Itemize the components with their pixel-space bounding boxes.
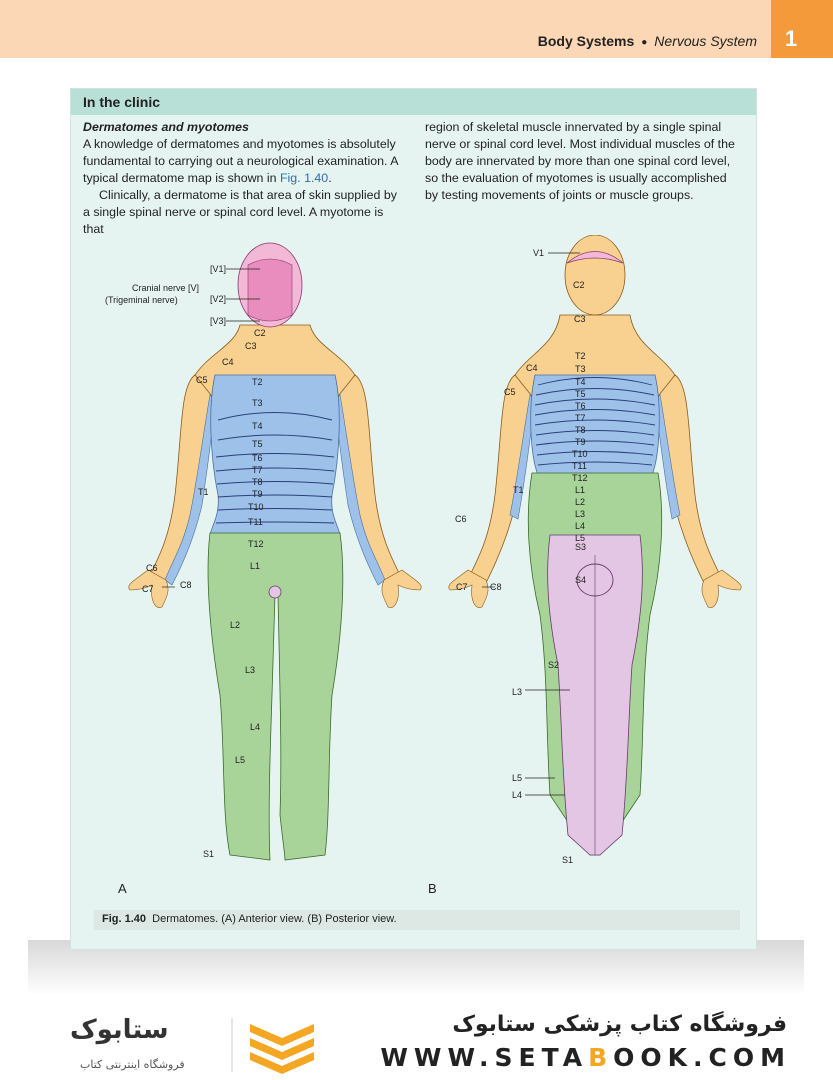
para2-text-left: Clinically, a dermatome is that area of skin supplied by a single spinal nerve or spinal cord level. A myotome is that — [83, 188, 397, 236]
post-label-t1: T1 — [513, 485, 524, 495]
label-c4: C4 — [222, 357, 234, 367]
panel-label-a: A — [118, 881, 127, 896]
label-c5: C5 — [196, 375, 208, 385]
caption-text: Dermatomes. (A) Anterior view. (B) Posterior view. — [152, 913, 397, 925]
post-label-v1: V1 — [533, 248, 545, 258]
post-label-t6: T6 — [575, 401, 586, 411]
setabook-logo — [60, 1010, 330, 1080]
post-label-l5: L5 — [575, 533, 586, 543]
label-c2: C2 — [254, 328, 266, 338]
post-label-c4: C4 — [526, 363, 538, 373]
book-stack-icon — [250, 1024, 314, 1074]
post-label-l5b: L5 — [512, 773, 523, 783]
post-label-t3: T3 — [575, 364, 586, 374]
post-label-s1: S1 — [562, 855, 574, 865]
label-l5: L5 — [235, 755, 246, 765]
anterior-body — [129, 243, 422, 860]
running-head-subsection: Nervous System — [654, 33, 757, 49]
store-url[interactable] — [380, 1043, 791, 1072]
post-label-l4: L4 — [575, 521, 586, 531]
label-l1: L1 — [250, 561, 261, 571]
post-label-c5: C5 — [504, 387, 516, 397]
post-label-t5: T5 — [575, 389, 586, 399]
clinic-paragraph-2-cont: region of skeletal muscle innervated by a single spinal nerve or spinal cord level. Most individual muscles of the body are innervated by more than one spinal cord level, so the evaluation of myotomes is usually accomplished by testing movements of joints or muscle groups. — [425, 120, 735, 202]
trigeminal-label-2: (Trigeminal nerve) — [105, 295, 178, 305]
clinic-title: In the clinic — [83, 94, 161, 110]
running-head-section: Body Systems — [537, 33, 635, 49]
post-label-t2: T2 — [575, 351, 586, 361]
clinic-text-right — [425, 119, 743, 204]
label-v2: [V2] — [210, 294, 227, 304]
clinic-paragraph-2 — [83, 187, 398, 238]
label-c7: C7 — [142, 584, 154, 594]
label-c3: C3 — [245, 341, 257, 351]
label-l4: L4 — [250, 722, 261, 732]
label-t9: T9 — [252, 489, 263, 499]
post-label-t4: T4 — [575, 377, 586, 387]
post-label-t11: T11 — [572, 461, 587, 471]
post-label-l3: L3 — [575, 509, 586, 519]
para1-end: . — [328, 171, 332, 185]
figure-caption-bar — [94, 910, 740, 930]
post-label-s3: S3 — [575, 542, 587, 552]
post-label-t8: T8 — [575, 425, 586, 435]
logo-text: ستابوک — [70, 1015, 169, 1045]
label-t12: T12 — [248, 539, 264, 549]
clinic-header — [71, 89, 756, 115]
posterior-body — [449, 235, 742, 855]
dermatome-figure — [70, 235, 755, 905]
store-name: فروشگاه کتاب پزشکی ستابوک — [452, 1012, 787, 1037]
caption-fig-number: Fig. 1.40 — [102, 913, 147, 925]
post-label-s2: S2 — [548, 660, 560, 670]
post-label-l2: L2 — [575, 497, 586, 507]
label-t4: T4 — [252, 421, 263, 431]
post-label-c3: C3 — [574, 314, 586, 324]
running-head — [538, 33, 757, 49]
clinic-subheading: Dermatomes and myotomes — [83, 120, 249, 134]
post-label-t9: T9 — [575, 437, 586, 447]
figure-caption — [102, 913, 397, 925]
post-label-t7: T7 — [575, 413, 586, 423]
url-accent: B — [588, 1043, 614, 1072]
clinic-paragraph-1 — [83, 136, 398, 187]
label-s1: S1 — [203, 849, 215, 859]
label-t6: T6 — [252, 453, 263, 463]
panel-label-b: B — [428, 881, 437, 896]
trigeminal-label-1: Cranial nerve [V] — [132, 283, 200, 293]
label-v1: [V1] — [210, 264, 227, 274]
post-label-t10: T10 — [572, 449, 588, 459]
post-label-t12: T12 — [572, 473, 588, 483]
clinic-text-left — [83, 119, 398, 238]
label-t8: T8 — [252, 477, 263, 487]
url-part-2: OOK.COM — [613, 1043, 791, 1072]
post-label-l3b: L3 — [512, 687, 523, 697]
logo-subtext: فروشگاه اینترنتی کتاب — [80, 1058, 185, 1071]
post-label-l4b: L4 — [512, 790, 523, 800]
label-c6: C6 — [146, 563, 158, 573]
label-t1: T1 — [198, 487, 209, 497]
figure-link[interactable]: Fig. 1.40 — [279, 171, 329, 185]
label-v3: [V3] — [210, 316, 227, 326]
chapter-tab — [771, 0, 833, 58]
post-label-s4: S4 — [575, 575, 587, 585]
label-t10: T10 — [248, 502, 264, 512]
label-t7: T7 — [252, 465, 263, 475]
url-part-1: WWW.SETA — [380, 1043, 589, 1072]
post-label-c7: C7 — [456, 582, 468, 592]
label-t11: T11 — [248, 517, 263, 527]
label-t3: T3 — [252, 398, 263, 408]
label-l3: L3 — [245, 665, 256, 675]
para1-text: A knowledge of dermatomes and myotomes is absolutely fundamental to carrying out a neurological examination. A typical dermatome map is shown in — [83, 137, 398, 185]
post-label-c2: C2 — [573, 280, 585, 290]
label-l2: L2 — [230, 620, 241, 630]
chapter-number: 1 — [784, 26, 798, 51]
post-label-l1: L1 — [575, 485, 586, 495]
bullet-icon: ● — [641, 36, 648, 48]
label-t5: T5 — [252, 439, 263, 449]
page-header — [0, 0, 833, 58]
label-c8: C8 — [180, 580, 192, 590]
post-label-c6: C6 — [455, 514, 467, 524]
label-t2: T2 — [252, 377, 263, 387]
post-label-c8: C8 — [490, 582, 502, 592]
